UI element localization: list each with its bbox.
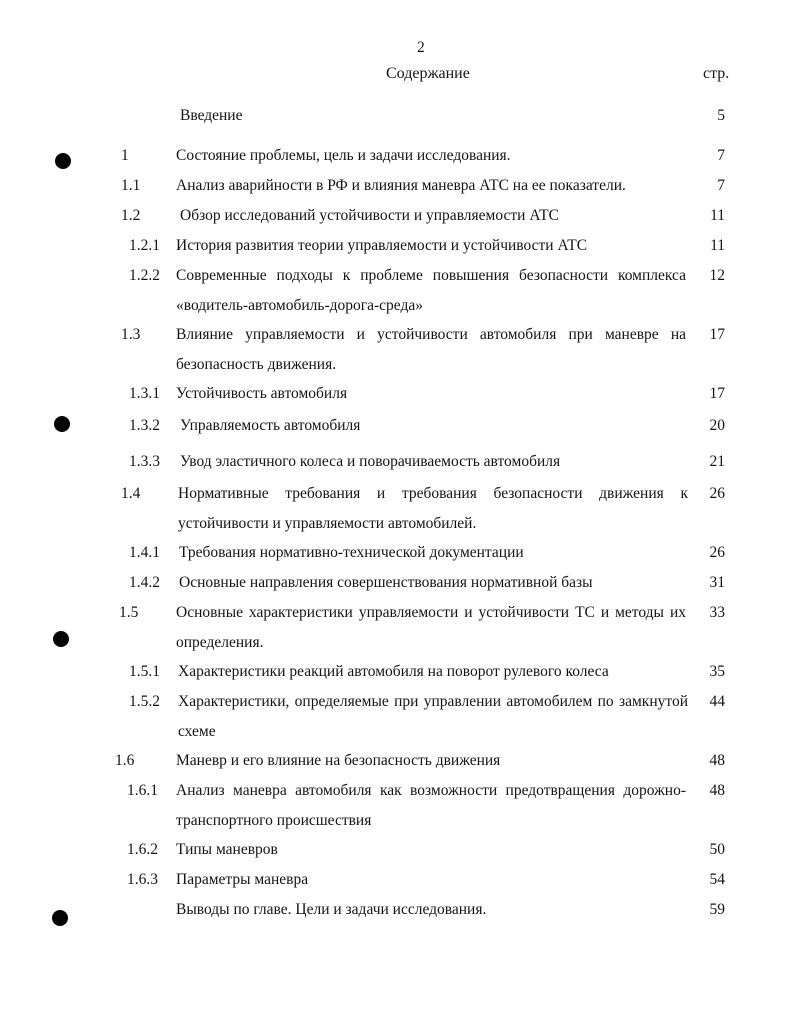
toc-entry-page: 17 [709, 326, 725, 343]
toc-entry-page: 59 [709, 901, 725, 918]
toc-entry-title: История развития теории управляемости и устойчивости АТС [176, 237, 588, 254]
toc-entry-title: Введение [180, 107, 243, 124]
toc-entry-number: 1.5.2 [129, 693, 160, 710]
toc-entry-title: Основные характеристики управляемости и устойчивости ТС и методы их определения. [176, 604, 686, 651]
toc-entry-page: 31 [709, 574, 725, 591]
toc-entry-number: 1.5 [119, 604, 139, 621]
toc-entry-number: 1 [121, 147, 129, 164]
toc-entry-title: Основные направления совершенствования нормативной базы [179, 574, 593, 591]
toc-entry-title: Характеристики реакций автомобиля на поворот рулевого колеса [178, 663, 609, 680]
toc-entry-number: 1.5.1 [129, 663, 160, 680]
toc-entry-page: 12 [709, 267, 725, 284]
toc-entry-page: 11 [710, 207, 725, 224]
toc-entry-title: Требования нормативно-технической документации [179, 544, 524, 561]
toc-entry-number: 1.3.1 [129, 385, 160, 402]
toc-entry-title: Выводы по главе. Цели и задачи исследования. [176, 901, 487, 918]
toc-entry-number: 1.4 [121, 485, 141, 502]
toc-entry-page: 26 [709, 485, 725, 502]
toc-entry-title: Состояние проблемы, цель и задачи исследования. [176, 147, 511, 164]
toc-entry-title: Влияние управляемости и устойчивости автомобиля при маневре на безопасность движения. [176, 326, 686, 373]
toc-entry-title: Типы маневров [176, 841, 278, 858]
toc-entry-title: Увод эластичного колеса и поворачиваемость автомобиля [180, 453, 561, 470]
toc-entry-number: 1.4.2 [129, 574, 160, 591]
toc-entry-page: 48 [709, 752, 725, 769]
toc-entry-page: 21 [709, 453, 725, 470]
toc-entry [0, 776, 794, 836]
toc-entry-title: Устойчивость автомобиля [176, 385, 348, 402]
toc-entry-page: 35 [709, 663, 725, 680]
toc-entry-number: 1.2.2 [129, 267, 160, 284]
toc-entry-page: 5 [717, 107, 725, 124]
toc-entry-title: Анализ аварийности в РФ и влияния маневра АТС на ее показатели. [176, 177, 626, 194]
toc-entry-number: 1.2 [121, 207, 141, 224]
toc-entry-number: 1.6.1 [127, 782, 158, 799]
toc-entry-number: 1.6.3 [127, 871, 158, 888]
toc-entry-title: Управляемость автомобиля [180, 417, 361, 434]
toc-entry-number: 1.1 [121, 177, 141, 194]
toc-entry-title: Маневр и его влияние на безопасность движения [176, 752, 501, 769]
toc-entry-page: 17 [709, 385, 725, 402]
toc-entry-title: Параметры маневра [176, 871, 309, 888]
page-number: 2 [417, 39, 425, 56]
toc-entry-number: 1.6.2 [127, 841, 158, 858]
toc-entry-number: 1.2.1 [129, 237, 160, 254]
toc-entry-page: 7 [717, 177, 725, 194]
page-title: Содержание [386, 65, 470, 82]
page-column-header: стр. [703, 65, 730, 82]
toc-entry [0, 479, 794, 539]
toc-entry-page: 44 [709, 693, 725, 710]
toc-entry [0, 320, 794, 380]
toc-entry-title: Анализ маневра автомобиля как возможности предотвращения дорожно-транспортного происшествия [176, 782, 686, 829]
toc-entry-number: 1.3.2 [129, 417, 160, 434]
toc-entry-page: 26 [709, 544, 725, 561]
toc-entry-page: 11 [710, 237, 725, 254]
toc-entry-page: 7 [717, 147, 725, 164]
toc-entry [0, 687, 794, 747]
toc-entry-number: 1.3 [121, 326, 141, 343]
toc-entry-number: 1.3.3 [129, 453, 160, 470]
toc-entry-page: 50 [709, 841, 725, 858]
toc-entry [0, 895, 794, 955]
toc-entry-title: Современные подходы к проблеме повышения безопасности комплекса «водитель-автомобиль-дорога-среда» [176, 267, 686, 314]
toc-entry-number: 1.4.1 [129, 544, 160, 561]
toc-entry-title: Характеристики, определяемые при управлении автомобилем по замкнутой схеме [178, 693, 688, 740]
toc-entry-page: 54 [709, 871, 725, 888]
toc-entry-page: 33 [709, 604, 725, 621]
toc-entry-title: Обзор исследований устойчивости и управляемости АТС [180, 207, 559, 224]
toc-entry-page: 48 [709, 782, 725, 799]
toc-entry [0, 598, 794, 658]
toc-entry-page: 20 [709, 417, 725, 434]
toc-entry-number: 1.6 [115, 752, 135, 769]
toc-entry-title: Нормативные требования и требования безопасности движения к устойчивости и управляемости автомобилей. [178, 485, 688, 532]
toc-entry [0, 261, 794, 321]
